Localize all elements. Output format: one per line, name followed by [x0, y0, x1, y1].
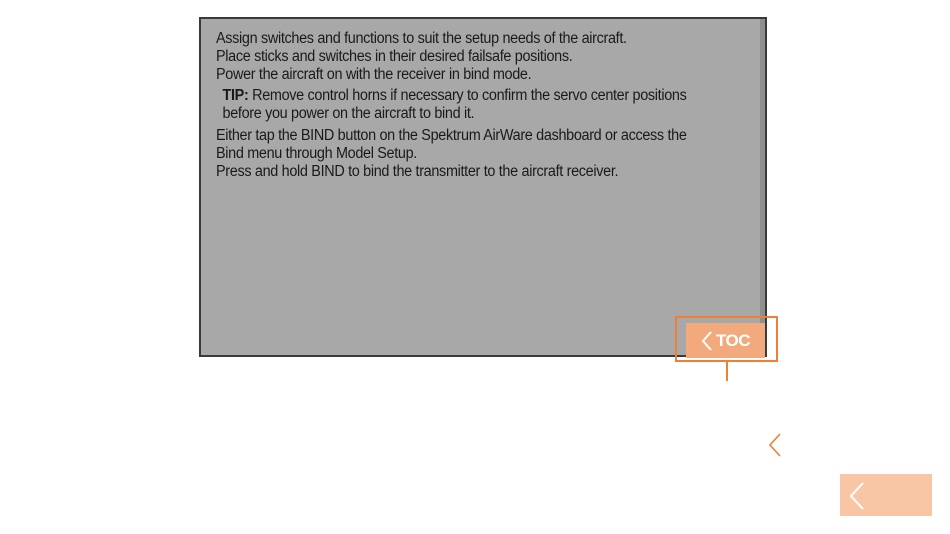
callout-line: [726, 362, 728, 381]
chevron-left-icon: [701, 330, 713, 352]
tip-line-2: before you power on the aircraft to bind it.: [222, 105, 475, 122]
tip-label: TIP:: [222, 87, 249, 104]
instruction-line-5: Press and hold BIND to bind the transmitter to the aircraft receiver.: [216, 163, 619, 180]
tip-line-1: [223, 87, 719, 105]
toc-label: TOC: [715, 330, 751, 350]
instruction-line-4a: Either tap the BIND button on the Spektrum AirWare dashboard or access the: [216, 127, 687, 144]
instruction-line-1: Assign switches and functions to suit the setup needs of the aircraft.: [216, 30, 627, 47]
instruction-line-3: Power the aircraft on with the receiver in bind mode.: [216, 66, 532, 83]
tip-text-1: Remove control horns if necessary to confirm the servo center positions: [252, 87, 687, 104]
tip-block: [216, 87, 718, 123]
chevron-left-icon: [848, 481, 866, 511]
back-chevron-icon[interactable]: [766, 432, 784, 458]
instruction-line-4b: Bind menu through Model Setup.: [216, 145, 417, 162]
instruction-line-2: Place sticks and switches in their desired failsafe positions.: [216, 48, 573, 65]
instruction-text: [216, 30, 718, 181]
transmitter-screen: [199, 17, 767, 357]
back-button[interactable]: [840, 474, 932, 516]
toc-button[interactable]: [686, 323, 765, 358]
